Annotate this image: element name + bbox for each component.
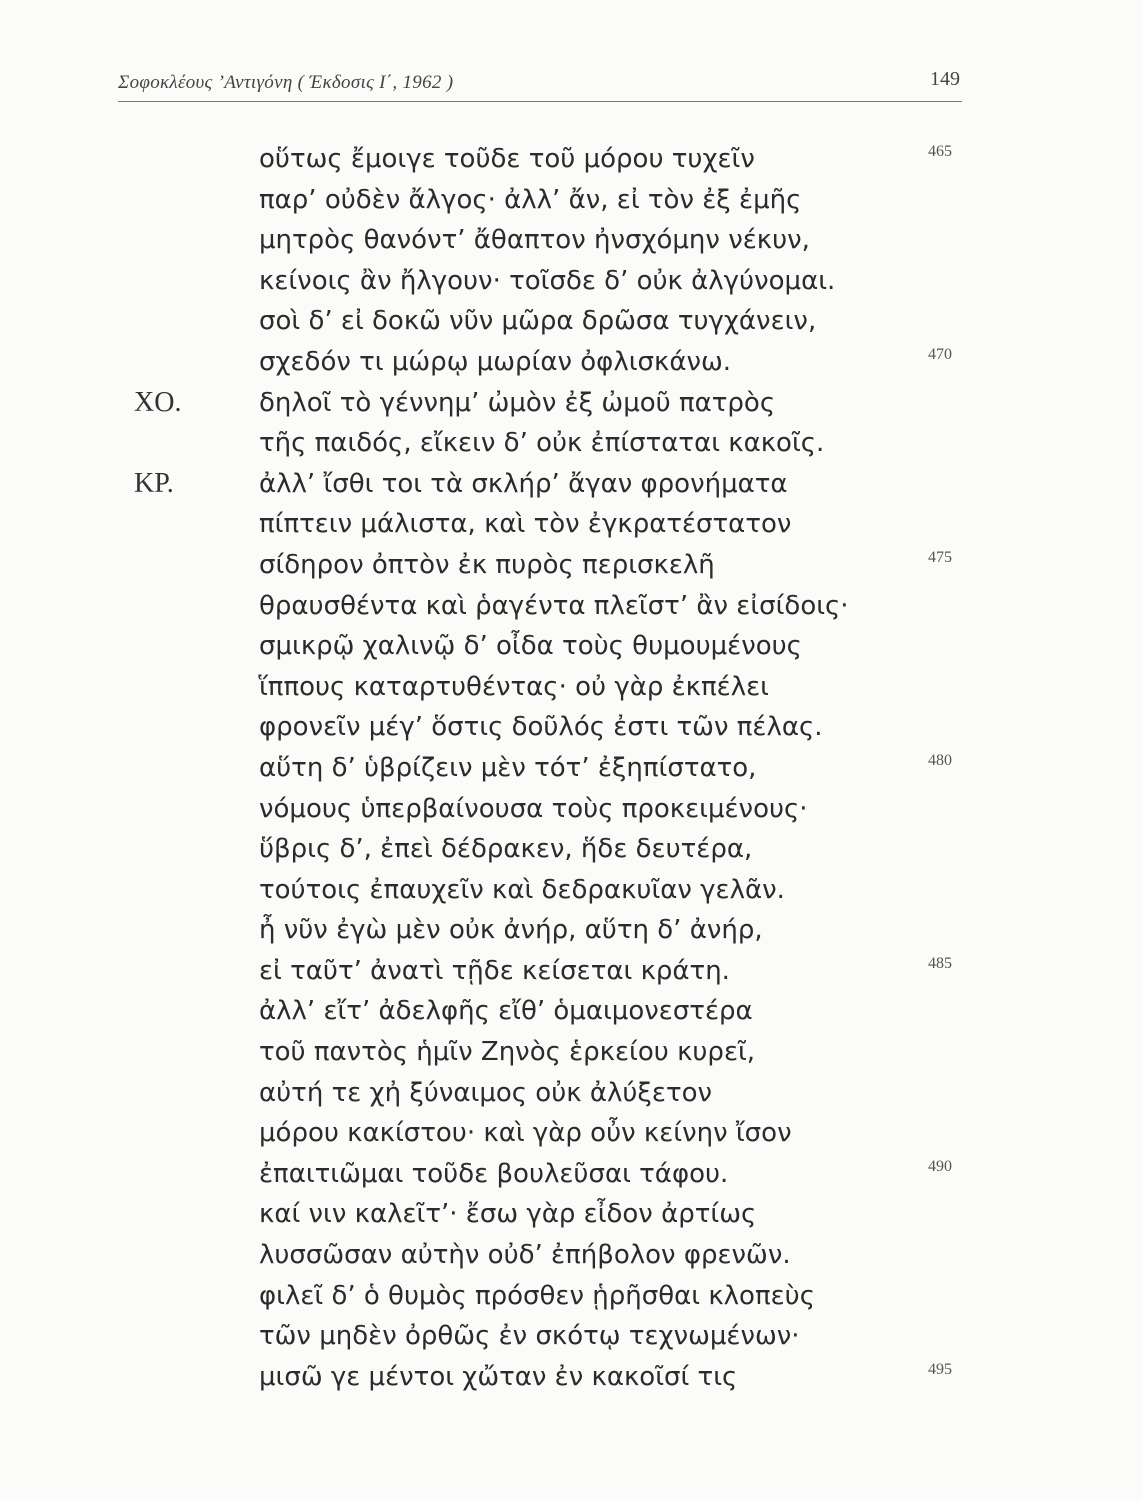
running-header (118, 68, 962, 100)
verse-line (0, 1357, 1142, 1398)
verse-line-text: ὕβρις δ’, ἐπεὶ δέδρακεν, ἥδε δευτέρα, (259, 834, 753, 865)
verse-line-text: σχεδόν τι μώρῳ μωρίαν ὀφλισκάνω. (259, 346, 732, 377)
verse-line (0, 707, 1142, 748)
verse-line (0, 423, 1142, 464)
verse-line-text: τοῦ παντὸς ἡμῖν Ζηνὸς ἑρκείου κυρεῖ, (259, 1037, 756, 1068)
verse-line-text: τῆς παιδός, εἴκειν δ’ οὐκ ἐπίσταται κακοῖς. (259, 428, 825, 459)
verse-line (0, 829, 1142, 870)
verse-line (0, 1276, 1142, 1317)
verse-line (0, 1316, 1142, 1357)
verse-line-text: μόρου κακίστου· καὶ γὰρ οὖν κείνην ἴσον (259, 1118, 792, 1149)
verse-line-text: αὕτη δ’ ὑβρίζειν μὲν τότ’ ἐξηπίστατο, (259, 752, 757, 783)
verse-line (0, 951, 1142, 992)
header-rule (118, 101, 962, 102)
verse-line-text: αὐτή τε χἠ ξύναιμος οὐκ ἀλύξετον (259, 1077, 713, 1108)
verse-line (0, 991, 1142, 1032)
verse-line (0, 504, 1142, 545)
line-number: 480 (928, 751, 952, 769)
verse-line (0, 1073, 1142, 1114)
verse-line (0, 1154, 1142, 1195)
verse-line-text: μητρὸς θανόντ’ ἄθαπτον ἠνσχόμην νέκυν, (259, 225, 810, 256)
verse-line-text: δηλοῖ τὸ γέννημ’ ὠμὸν ἐξ ὠμοῦ πατρὸς (259, 387, 776, 418)
verse-line-text: κείνοις ἂν ἤλγουν· τοῖσδε δ’ οὐκ ἀλγύνομαι. (259, 265, 836, 296)
verse-line-text: σοὶ δ’ εἰ δοκῶ νῦν μῶρα δρῶσα τυγχάνειν, (259, 306, 817, 337)
verse-line-text: οὕτως ἔμοιγε τοῦδε τοῦ μόρου τυχεῖν (259, 144, 755, 174)
verse-line (0, 464, 1142, 505)
verse-line-text: φιλεῖ δ’ ὁ θυμὸς πρόσθεν ᾑρῆσθαι κλοπεὺς (259, 1280, 815, 1311)
verse-line-text: ἀλλ’ εἴτ’ ἀδελφῆς εἴθ’ ὁμαιμονεστέρα (259, 996, 753, 1027)
verse-line (0, 383, 1142, 424)
line-number: 475 (928, 548, 952, 566)
verse-line-text: θραυσθέντα καὶ ῥαγέντα πλεῖστ’ ἂν εἰσίδοις· (259, 590, 849, 621)
verse-line-text: σμικρῷ χαλινῷ δ’ οἶδα τοὺς θυμουμένους (259, 631, 802, 662)
verse-line (0, 1032, 1142, 1073)
verse-line-text: νόμους ὑπερβαίνουσα τοὺς προκειμένους· (259, 793, 808, 824)
line-number: 485 (928, 954, 952, 972)
verse-line-text: ἐπαιτιῶμαι τοῦδε βουλεῦσαι τάφου. (259, 1158, 729, 1189)
line-number: 465 (928, 143, 952, 160)
verse-line (0, 139, 1142, 180)
verse-line-text: πίπτειν μάλιστα, καὶ τὸν ἐγκρατέστατον (259, 509, 792, 540)
verse-line-text: τῶν μηδὲν ὀρθῶς ἐν σκότῳ τεχνωμένων· (259, 1321, 800, 1352)
verse-line (0, 626, 1142, 667)
line-number: 495 (928, 1360, 952, 1378)
verse-line-text: λυσσῶσαν αὐτὴν οὐδ’ ἐπήβολον φρενῶν. (259, 1240, 791, 1271)
verse-line (0, 180, 1142, 221)
verse-line (0, 301, 1142, 342)
verse-line (0, 1113, 1142, 1154)
verse-line-text: ἦ νῦν ἐγὼ μὲν οὐκ ἀνήρ, αὕτη δ’ ἀνήρ, (259, 915, 763, 946)
verse-line (0, 870, 1142, 911)
verse-line-text: παρ’ οὐδὲν ἄλγος· ἀλλ’ ἄν, εἰ τὸν ἐξ ἐμῆς (259, 184, 802, 215)
verse-line (0, 748, 1142, 789)
verse-line-text: εἰ ταῦτ’ ἀνατὶ τῇδε κείσεται κράτη. (259, 955, 730, 986)
verse-line-text: τούτοις ἐπαυχεῖν καὶ δεδρακυῖαν γελᾶν. (259, 874, 785, 905)
verse-line (0, 545, 1142, 586)
verse-line-text: σίδηρον ὀπτὸν ἐκ πυρὸς περισκελῆ (259, 549, 715, 580)
verse-line (0, 586, 1142, 627)
verse-line (0, 1235, 1142, 1276)
verse-text (0, 139, 1142, 1397)
verse-line (0, 910, 1142, 951)
verse-line-text: ἵππους καταρτυθέντας· οὐ γὰρ ἐκπέλει (259, 671, 769, 702)
line-number: 490 (928, 1157, 952, 1175)
verse-line (0, 667, 1142, 708)
page-number: 149 (930, 68, 960, 90)
speaker-label: ΚΡ. (134, 467, 174, 499)
verse-line (0, 342, 1142, 383)
verse-line (0, 789, 1142, 830)
verse-line (0, 220, 1142, 261)
speaker-label: ΧΟ. (134, 386, 182, 418)
verse-line-text: ἀλλ’ ἴσθι τοι τὰ σκλήρ’ ἄγαν φρονήματα (259, 468, 788, 499)
verse-line (0, 1194, 1142, 1235)
verse-line-text: μισῶ γε μέντοι χὤταν ἐν κακοῖσί τις (259, 1361, 738, 1392)
running-title: Σοφοκλέους ’Αντιγόνη ( Έκδοσις Ι΄, 1962 ) (118, 72, 454, 93)
verse-line-text: καί νιν καλεῖτ’· ἔσω γὰρ εἶδον ἀρτίως (259, 1199, 757, 1230)
line-number: 470 (928, 345, 952, 363)
verse-line (0, 261, 1142, 302)
verse-line-text: φρονεῖν μέγ’ ὅστις δοῦλός ἐστι τῶν πέλας. (259, 712, 823, 743)
